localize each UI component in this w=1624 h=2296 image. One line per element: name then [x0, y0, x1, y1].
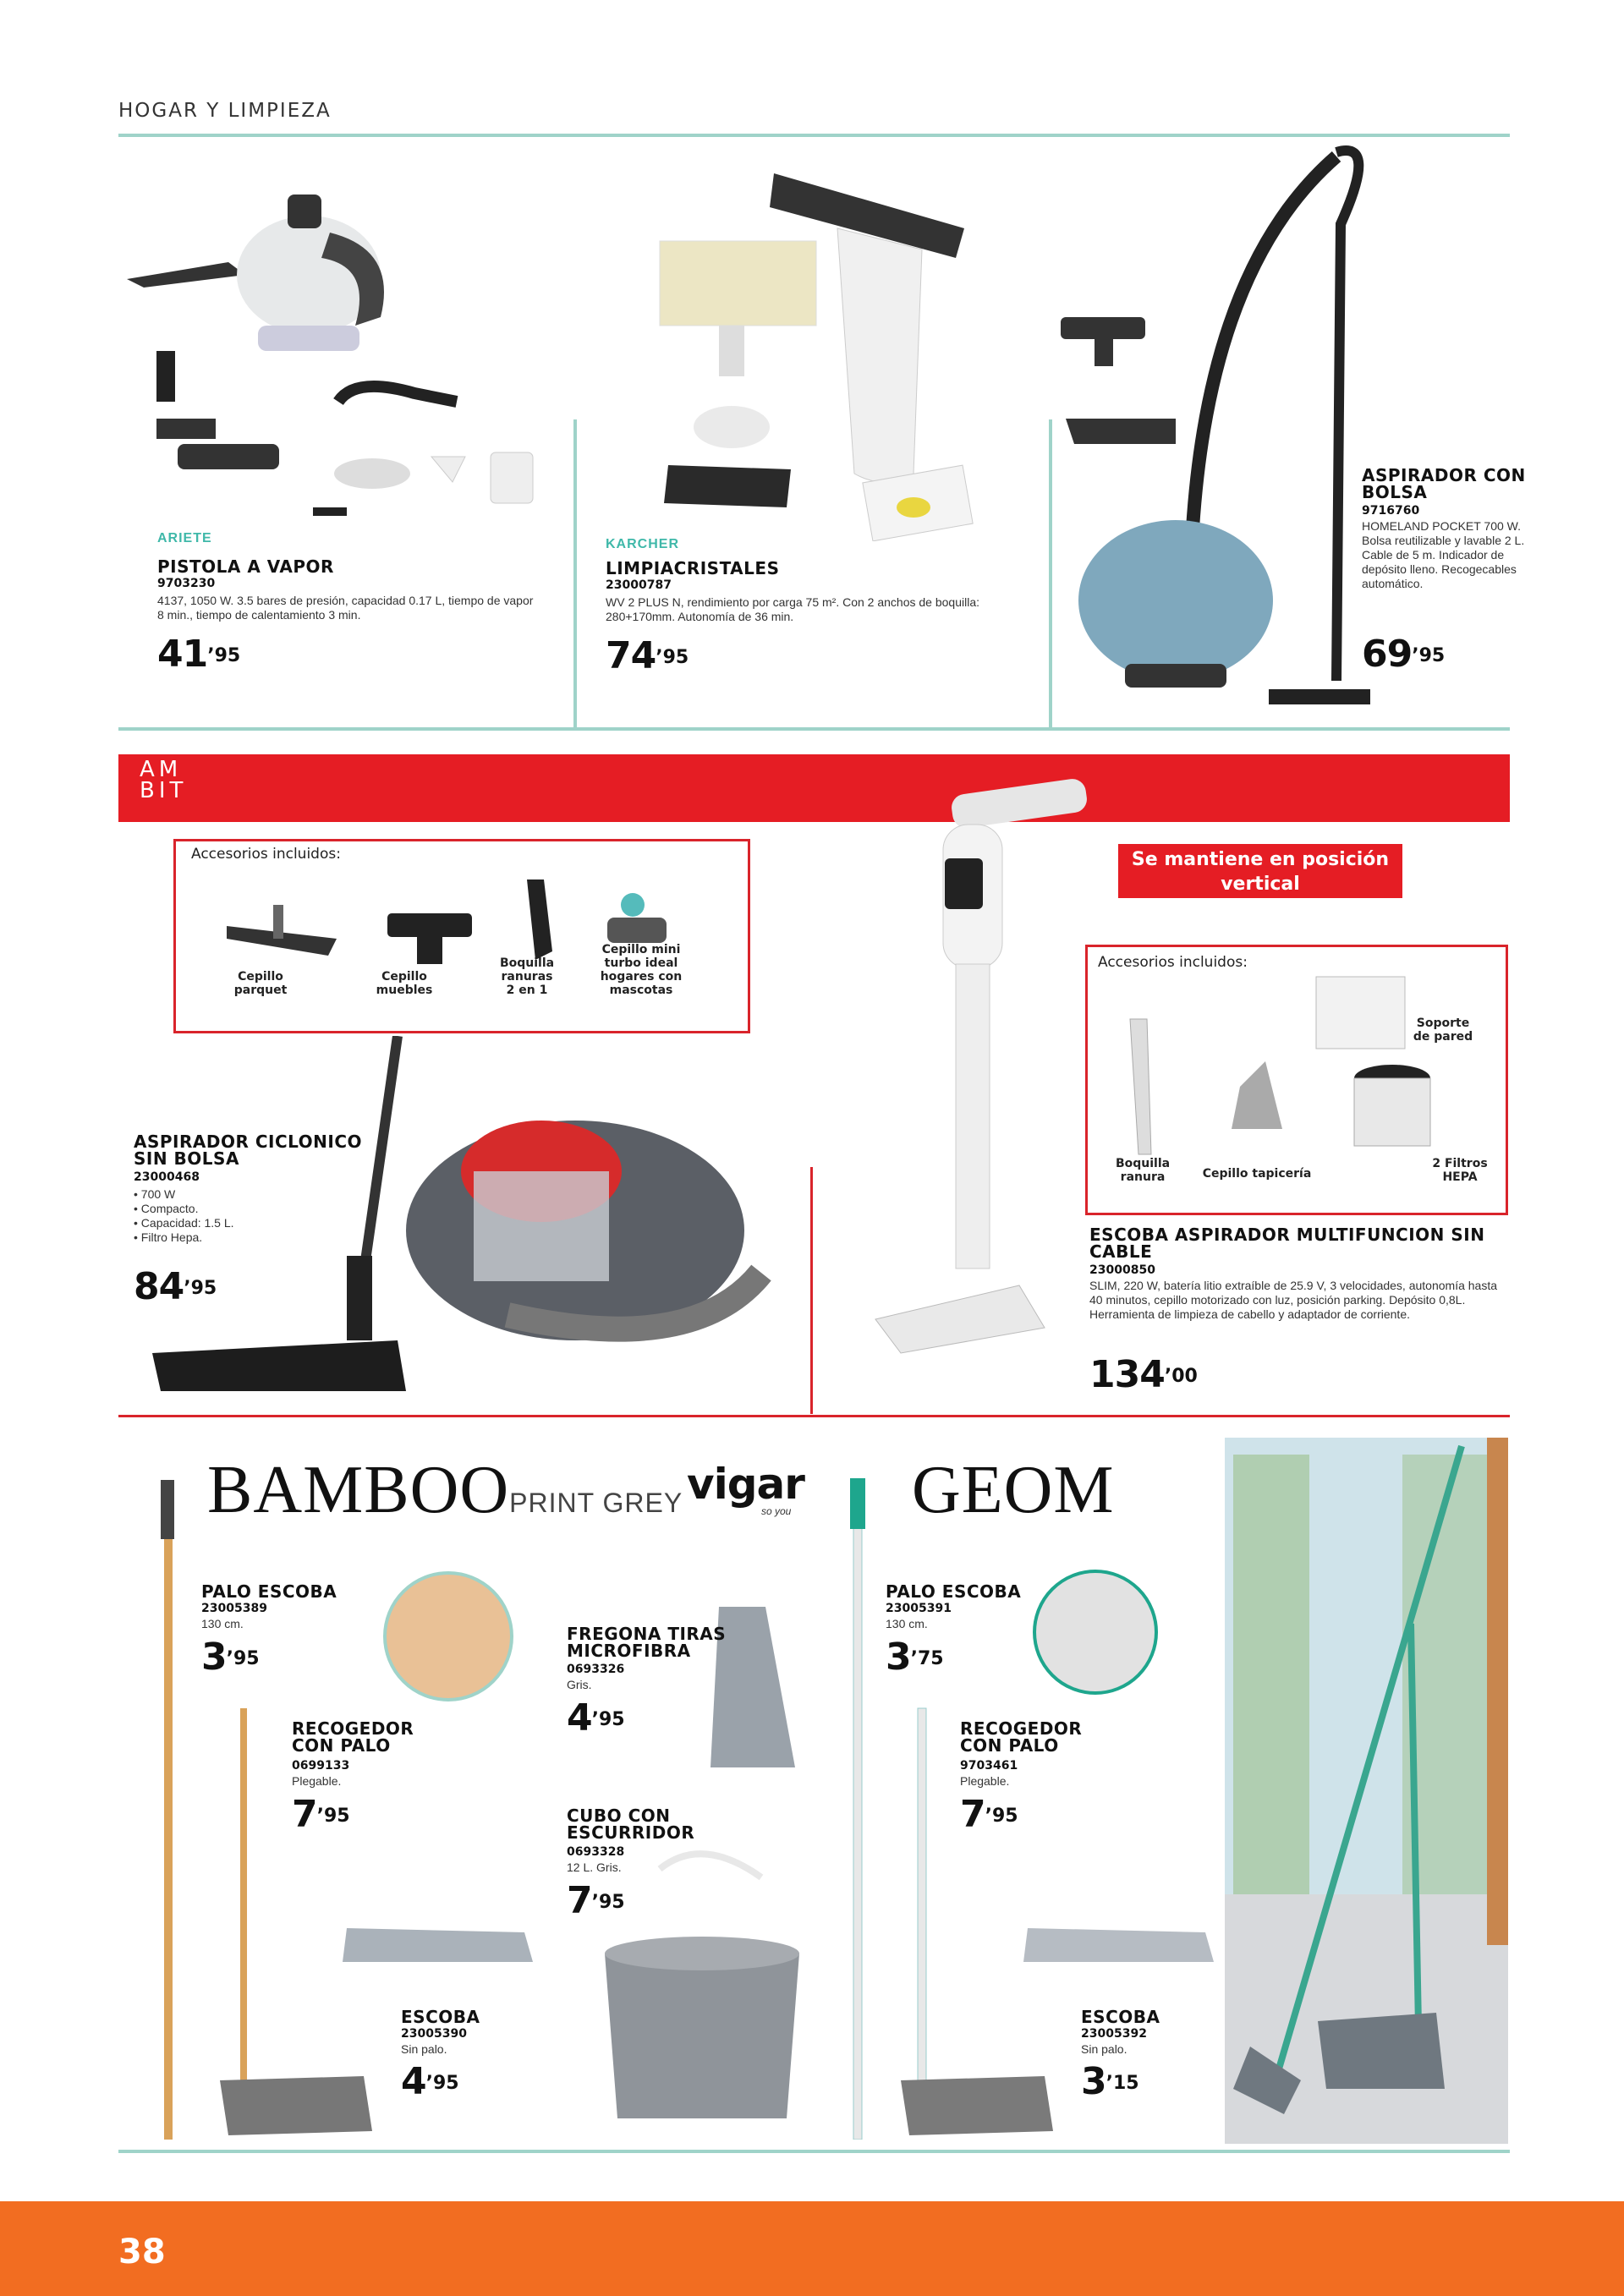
product-price: $7^{’95}$ — [960, 1793, 1018, 1836]
column-divider — [573, 419, 577, 727]
brand-label: KARCHER — [606, 537, 679, 551]
product-price: $134^{’00}$ — [1089, 1353, 1198, 1396]
product-ref: 9716760 — [1362, 504, 1420, 518]
product-ref: 23000787 — [606, 578, 672, 592]
accessory-label: Cepillo parquet — [233, 970, 288, 997]
accessory-label: Cepillo tapicería — [1202, 1167, 1312, 1181]
product-name: ASPIRADOR CON BOLSA — [1362, 465, 1526, 502]
brand-label: ARIETE — [157, 531, 212, 545]
product-desc: WV 2 PLUS N, rendimiento por carga 75 m². Con 2 anchos de boquilla: 280+170mm. Autonomía de 36 min. — [606, 595, 980, 623]
section-divider — [118, 1415, 1510, 1417]
product-price: $69^{’95}$ — [1362, 633, 1446, 676]
bottom-divider — [118, 2150, 1510, 2153]
product-name: ESCOBA — [401, 2007, 480, 2027]
accessory-label: Cepillo mini turbo ideal hogares con mascotas — [600, 943, 683, 997]
product-ref: 23005392 — [1081, 2027, 1147, 2041]
section-divider — [118, 727, 1510, 731]
product-desc: SLIM, 220 W, batería litio extraíble de 25.9 V, 3 velocidades, autonomía hasta 40 minutos, cepillo motorizado con luz, posición parking. Depósito 0,8L. Herramienta de limpieza de cabello y adaptador de corriente. — [1089, 1279, 1498, 1321]
product-ref: 23000850 — [1089, 1263, 1155, 1277]
column-divider — [810, 1167, 813, 1414]
product-desc: Gris. — [567, 1678, 592, 1691]
geom-products-image — [842, 1471, 1214, 2140]
product-name: LIMPIACRISTALES — [606, 558, 780, 578]
product-bullets: • 700 W • Compacto. • Capacidad: 1.5 L. • Filtro Hepa. — [134, 1187, 234, 1244]
product-name: RECOGEDOR CON PALO — [292, 1718, 414, 1756]
product-name: RECOGEDOR CON PALO — [960, 1718, 1083, 1756]
product-ref: 23000468 — [134, 1170, 200, 1184]
accessory-label: Boquilla ranuras 2 en 1 — [499, 956, 555, 997]
product-desc: Plegable. — [960, 1774, 1010, 1788]
accessory-label: Cepillo muebles — [376, 970, 433, 997]
accessories-box — [173, 839, 750, 1033]
accessory-label: 2 Filtros HEPA — [1432, 1157, 1488, 1184]
mop-bucket-image — [592, 1598, 812, 2123]
product-name: ESCOBA — [1081, 2007, 1160, 2027]
bag-vacuum-image — [1057, 140, 1413, 723]
ambit-banner — [118, 754, 1510, 822]
product-name: PALO ESCOBA — [201, 1581, 337, 1602]
product-desc: Plegable. — [292, 1774, 342, 1788]
product-ref: 0699133 — [292, 1759, 350, 1773]
product-desc: 4137, 1050 W. 3.5 bares de presión, capacidad 0.17 L, tiempo de vapor 8 min., tiempo de calentamiento 3 min. — [157, 594, 534, 622]
accessories-title: Accesorios incluidos: — [191, 846, 341, 863]
stick-vacuum-image — [867, 778, 1087, 1408]
lifestyle-photo — [1225, 1438, 1508, 2144]
vertical-badge: Se mantiene en posición vertical — [1118, 844, 1402, 898]
product-price: $84^{’95}$ — [134, 1265, 217, 1308]
product-ref: 0693328 — [567, 1845, 625, 1859]
product-price: $3^{’15}$ — [1081, 2060, 1139, 2103]
section-title: HOGAR Y LIMPIEZA — [118, 100, 332, 122]
product-price: $3^{’95}$ — [201, 1636, 260, 1679]
product-ref: 23005391 — [886, 1602, 952, 1615]
window-cleaner-image — [643, 169, 1007, 541]
cyclonic-vacuum-image — [152, 1036, 778, 1391]
product-desc: Sin palo. — [401, 2042, 447, 2056]
product-name: PALO ESCOBA — [886, 1581, 1022, 1602]
vigar-tagline: so you — [761, 1505, 792, 1517]
product-desc: 130 cm. — [886, 1617, 928, 1630]
product-price: $41^{’95}$ — [157, 633, 241, 676]
product-desc: 130 cm. — [201, 1617, 244, 1630]
product-desc: HOMELAND POCKET 700 W. Bolsa reutilizable y lavable 2 L. Cable de 5 m. Indicador de depósito lleno. Recogecables automático. — [1362, 519, 1525, 590]
accessories-icons — [1105, 968, 1494, 1163]
product-price: $3^{’75}$ — [886, 1636, 944, 1679]
product-price: $7^{’95}$ — [292, 1793, 350, 1836]
product-ref: 0693326 — [567, 1663, 625, 1676]
ambit-logo: AM BIT — [140, 757, 188, 803]
product-name: ESCOBA ASPIRADOR MULTIFUNCION SIN CABLE — [1089, 1225, 1485, 1262]
product-desc: 12 L. Gris. — [567, 1860, 622, 1874]
steam-gun-image — [127, 182, 567, 537]
accessory-label: Soporte de pared — [1413, 1016, 1473, 1044]
product-price: $4^{’95}$ — [567, 1696, 625, 1740]
accessories-title: Accesorios incluidos: — [1098, 954, 1248, 971]
geom-title: GEOM — [912, 1453, 1115, 1527]
product-ref: 9703230 — [157, 577, 216, 590]
vigar-logo: vigar — [687, 1460, 804, 1509]
footer-bar — [0, 2201, 1624, 2296]
product-name: PISTOLA A VAPOR — [157, 556, 334, 577]
product-desc: Sin palo. — [1081, 2042, 1127, 2056]
product-ref: 23005390 — [401, 2027, 467, 2041]
accessories-box — [1085, 945, 1508, 1215]
column-divider — [1049, 419, 1052, 727]
product-name: FREGONA TIRAS MICROFIBRA — [567, 1624, 727, 1661]
product-ref: 9703461 — [960, 1759, 1018, 1773]
product-price: $7^{’95}$ — [567, 1879, 625, 1922]
accessory-label: Boquilla ranura — [1115, 1157, 1171, 1184]
bamboo-title: BAMBOOPRINT GREY — [207, 1453, 683, 1527]
product-price: $74^{’95}$ — [606, 634, 689, 677]
product-name: CUBO CON ESCURRIDOR — [567, 1806, 695, 1843]
product-ref: 23005389 — [201, 1602, 267, 1615]
product-name: ASPIRADOR CICLONICO SIN BOLSA — [134, 1132, 363, 1169]
product-price: $4^{’95}$ — [401, 2060, 459, 2103]
header-divider — [118, 134, 1510, 137]
page-number: 38 — [118, 2233, 166, 2271]
